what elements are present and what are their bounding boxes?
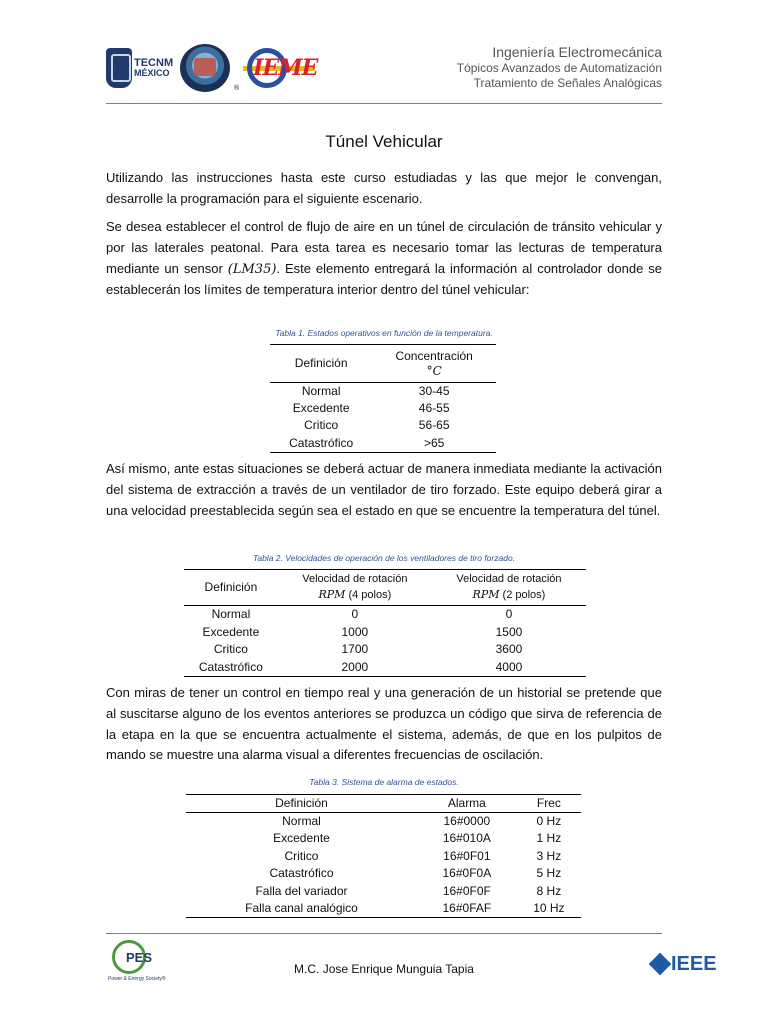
- ieee-logo-text: IEEE: [671, 952, 717, 975]
- table3-header-frec: Frec: [517, 795, 581, 813]
- table-row: Normal 0 0: [211, 607, 513, 621]
- tecnm-logo-top: TECNM: [134, 57, 174, 69]
- alarm-states-table: [186, 794, 581, 918]
- header-course: Tópicos Avanzados de Automatización: [456, 61, 662, 75]
- table3-header-definicion: Definición: [186, 795, 417, 813]
- table-row: Catastrófico 16#0F0A 5 Hz: [269, 866, 562, 881]
- table2-header-rpm-4: Velocidad de rotación RPM (4 polos): [278, 570, 432, 606]
- table3-header-alarma: Alarma: [417, 795, 517, 813]
- page-title: Túnel Vehicular: [325, 132, 443, 151]
- table-row: Excedente 1000 1500: [202, 624, 523, 639]
- sensor-lm35: (LM35): [227, 261, 277, 277]
- tecnm-emblem-icon: [106, 48, 132, 88]
- table-row: Excedente 46-55: [292, 401, 450, 416]
- tecnm-logo: [106, 44, 176, 92]
- table3-caption: Tabla 3. Sistema de alarma de estados.: [309, 777, 459, 787]
- table-row: Critico 56-65: [304, 418, 450, 433]
- table2-caption: Tabla 2. Velocidades de operación de los ventiladores de tiro forzado.: [252, 553, 516, 563]
- registered-mark: ®: [234, 85, 240, 92]
- header-course-info: [457, 44, 662, 91]
- ieme-logo-text: IEME: [253, 55, 318, 81]
- table1-header-definicion: Definición: [270, 345, 372, 383]
- footer-author: M.C. Jose Enrique Munguia Tapia: [294, 962, 474, 976]
- table1-header-concentracion: Concentración °C: [372, 345, 496, 383]
- table-row: Catastrófico 2000 4000: [184, 659, 586, 677]
- table-row: Excedente 16#010A 1 Hz: [273, 831, 562, 846]
- paragraph-fan-action: Así mismo, ante estas situaciones se deberá actuar de manera inmediata mediante la activación del sistema de extracción a través de un ventilador de tiro forzado. Este equipo deberá girar a una velocidad preestablecida según sea el estado en que se encuentre la temperatura del túnel.: [106, 461, 662, 518]
- paragraph-intro: Utilizando las instrucciones hasta este curso estudiadas y las que mejor le convengan, desarrolle la programación para el siguiente escenario.: [106, 170, 662, 206]
- table-row: Normal 16#0000 0 Hz: [282, 814, 562, 828]
- table-row: Falla canal analógico 16#0FAF 10 Hz: [186, 900, 581, 918]
- table2-header-rpm-2: Velocidad de rotación RPM (2 polos): [432, 570, 586, 606]
- table2-header-definicion: Definición: [184, 570, 278, 606]
- fan-speed-table: [184, 569, 586, 677]
- tecnm-logo-bottom: MÉXICO: [134, 68, 170, 78]
- pes-logo-text: PES: [126, 950, 153, 965]
- table1-caption: Tabla 1. Estados operativos en función de la temperatura.: [275, 328, 493, 338]
- header-logos: [106, 44, 318, 92]
- page-header: [106, 40, 662, 104]
- table-row: Falla del variador 16#0F0F 8 Hz: [255, 883, 562, 898]
- table-row: Critico 1700 3600: [213, 642, 523, 657]
- institute-seal-logo: [180, 44, 230, 92]
- header-program: Ingeniería Electromecánica: [492, 44, 662, 60]
- ieme-logo: [243, 46, 318, 90]
- footer-divider: [106, 933, 662, 934]
- paragraph-scenario: Se desea establecer el control de flujo de aire en un túnel de circulación de tránsito vehicular y por las laterales peatonal. Para esta tarea es necesario tomar las lecturas de temperatura mediante un sensor (LM35). Este elemento entregará la información al controlador donde se establecerán los límites de temperatura interior dentro del túnel vehicular:: [106, 219, 662, 298]
- ieee-logo: [652, 952, 717, 976]
- paragraph-alarm: Con miras de tener un control en tiempo real y una generación de un historial se pretende que al suscitarse alguno de los eventos anteriores se produzca un código que sirva de referencia de la etapa en la que se encuentra actualmente el sistema, además, de que en los pulpitos de mando se muestre una alarma visual a diferentes frecuencias de oscilación.: [106, 685, 662, 763]
- temperature-states-table: [270, 344, 496, 453]
- table-row: Critico 16#0F01 3 Hz: [284, 848, 562, 863]
- table-row: Catastrófico >65: [270, 435, 496, 453]
- ieee-diamond-icon: [649, 953, 672, 976]
- table-row: Normal 30-45: [301, 384, 450, 398]
- pes-logo-subtitle: Power & Energy Society®: [108, 976, 166, 982]
- header-topic: Tratamiento de Señales Analógicas: [473, 76, 662, 90]
